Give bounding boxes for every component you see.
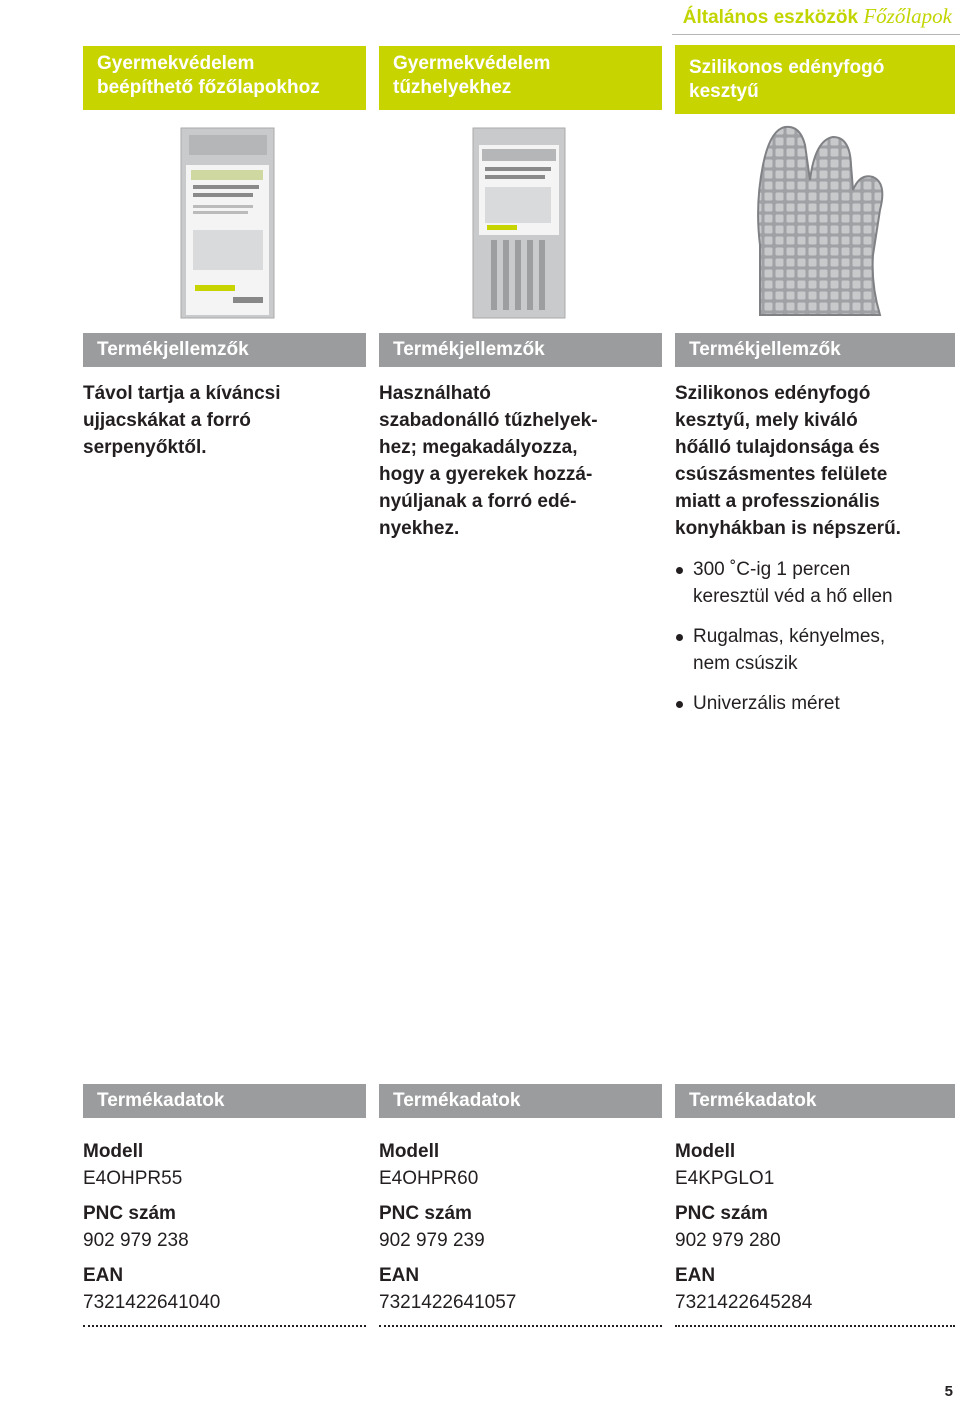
description-line: hez; megakadályozza,	[379, 437, 578, 458]
description-line: Szilikonos edényfogó	[675, 383, 871, 404]
dotted-divider	[83, 1325, 366, 1327]
header-divider	[672, 34, 960, 35]
child-protection-cooker-package-image	[379, 125, 662, 320]
model-label: Modell	[675, 1141, 736, 1162]
pnc-label: PNC szám	[83, 1203, 176, 1224]
header-title	[683, 4, 952, 29]
ean-value: 7321422641057	[379, 1292, 517, 1313]
pnc-value: 902 979 238	[83, 1230, 189, 1251]
product-title-line: tűzhelyekhez	[393, 77, 512, 98]
product-description	[675, 380, 955, 542]
product-data	[379, 1138, 662, 1324]
product-data	[675, 1138, 955, 1324]
features-heading: Termékjellemzők	[83, 333, 366, 367]
product-title-line: kesztyű	[689, 81, 759, 102]
feature-item	[675, 556, 955, 610]
description-line: csúszásmentes felülete	[675, 464, 888, 485]
product-description	[83, 380, 366, 461]
ean-label: EAN	[379, 1265, 420, 1286]
description-line: hőálló tulajdonsága és	[675, 437, 880, 458]
product-title-line: beépíthető főzőlapokhoz	[97, 77, 320, 98]
feature-line: keresztül véd a hő ellen	[693, 586, 893, 607]
product-title	[675, 45, 955, 114]
description-line: szabadonálló tűzhelyek-	[379, 410, 598, 431]
feature-item	[675, 690, 955, 717]
product-title	[379, 46, 662, 110]
description-line: nyekhez.	[379, 518, 460, 539]
product-title-line: Gyermekvédelem	[393, 53, 551, 74]
product-description	[379, 380, 662, 542]
model-value: E4OHPR55	[83, 1168, 183, 1189]
ean-value: 7321422641040	[83, 1292, 221, 1313]
feature-line: nem csúszik	[693, 653, 798, 674]
model-label: Modell	[379, 1141, 440, 1162]
silicone-oven-glove-image	[675, 125, 955, 320]
data-heading: Termékadatok	[675, 1084, 955, 1118]
pnc-label: PNC szám	[675, 1203, 768, 1224]
data-heading: Termékadatok	[379, 1084, 662, 1118]
header-subsection: Főzőlapok	[863, 4, 952, 28]
features-heading: Termékjellemzők	[675, 333, 955, 367]
data-heading: Termékadatok	[83, 1084, 366, 1118]
description-line: miatt a professzionális	[675, 491, 880, 512]
dotted-divider	[675, 1325, 955, 1327]
model-value: E4KPGLO1	[675, 1168, 775, 1189]
pnc-value: 902 979 280	[675, 1230, 781, 1251]
header-section: Általános eszközök	[682, 7, 859, 28]
feature-line: 300 ˚C-ig 1 percen	[693, 559, 851, 580]
description-line: konyhákban is népszerű.	[675, 518, 901, 539]
page-number: 5	[944, 1383, 953, 1400]
child-protection-package-image	[83, 125, 366, 320]
feature-list	[675, 556, 955, 730]
ean-label: EAN	[83, 1265, 124, 1286]
model-label: Modell	[83, 1141, 144, 1162]
model-value: E4OHPR60	[379, 1168, 479, 1189]
description-line: Távol tartja a kíváncsi	[83, 383, 281, 404]
product-title-line: Gyermekvédelem	[97, 53, 255, 74]
product-data	[83, 1138, 366, 1324]
feature-item	[675, 623, 955, 677]
description-line: serpenyőktől.	[83, 437, 207, 458]
feature-line: Univerzális méret	[693, 693, 840, 714]
product-title	[83, 46, 366, 110]
description-line: nyúljanak a forró edé-	[379, 491, 577, 512]
dotted-divider	[379, 1325, 662, 1327]
ean-value: 7321422645284	[675, 1292, 813, 1313]
description-line: Használható	[379, 383, 491, 404]
pnc-label: PNC szám	[379, 1203, 472, 1224]
pnc-value: 902 979 239	[379, 1230, 485, 1251]
features-heading: Termékjellemzők	[379, 333, 662, 367]
ean-label: EAN	[675, 1265, 716, 1286]
description-line: kesztyű, mely kiváló	[675, 410, 858, 431]
description-line: hogy a gyerekek hozzá-	[379, 464, 593, 485]
product-title-line: Szilikonos edényfogó	[689, 57, 885, 78]
feature-line: Rugalmas, kényelmes,	[693, 626, 886, 647]
description-line: ujjacskákat a forró	[83, 410, 251, 431]
